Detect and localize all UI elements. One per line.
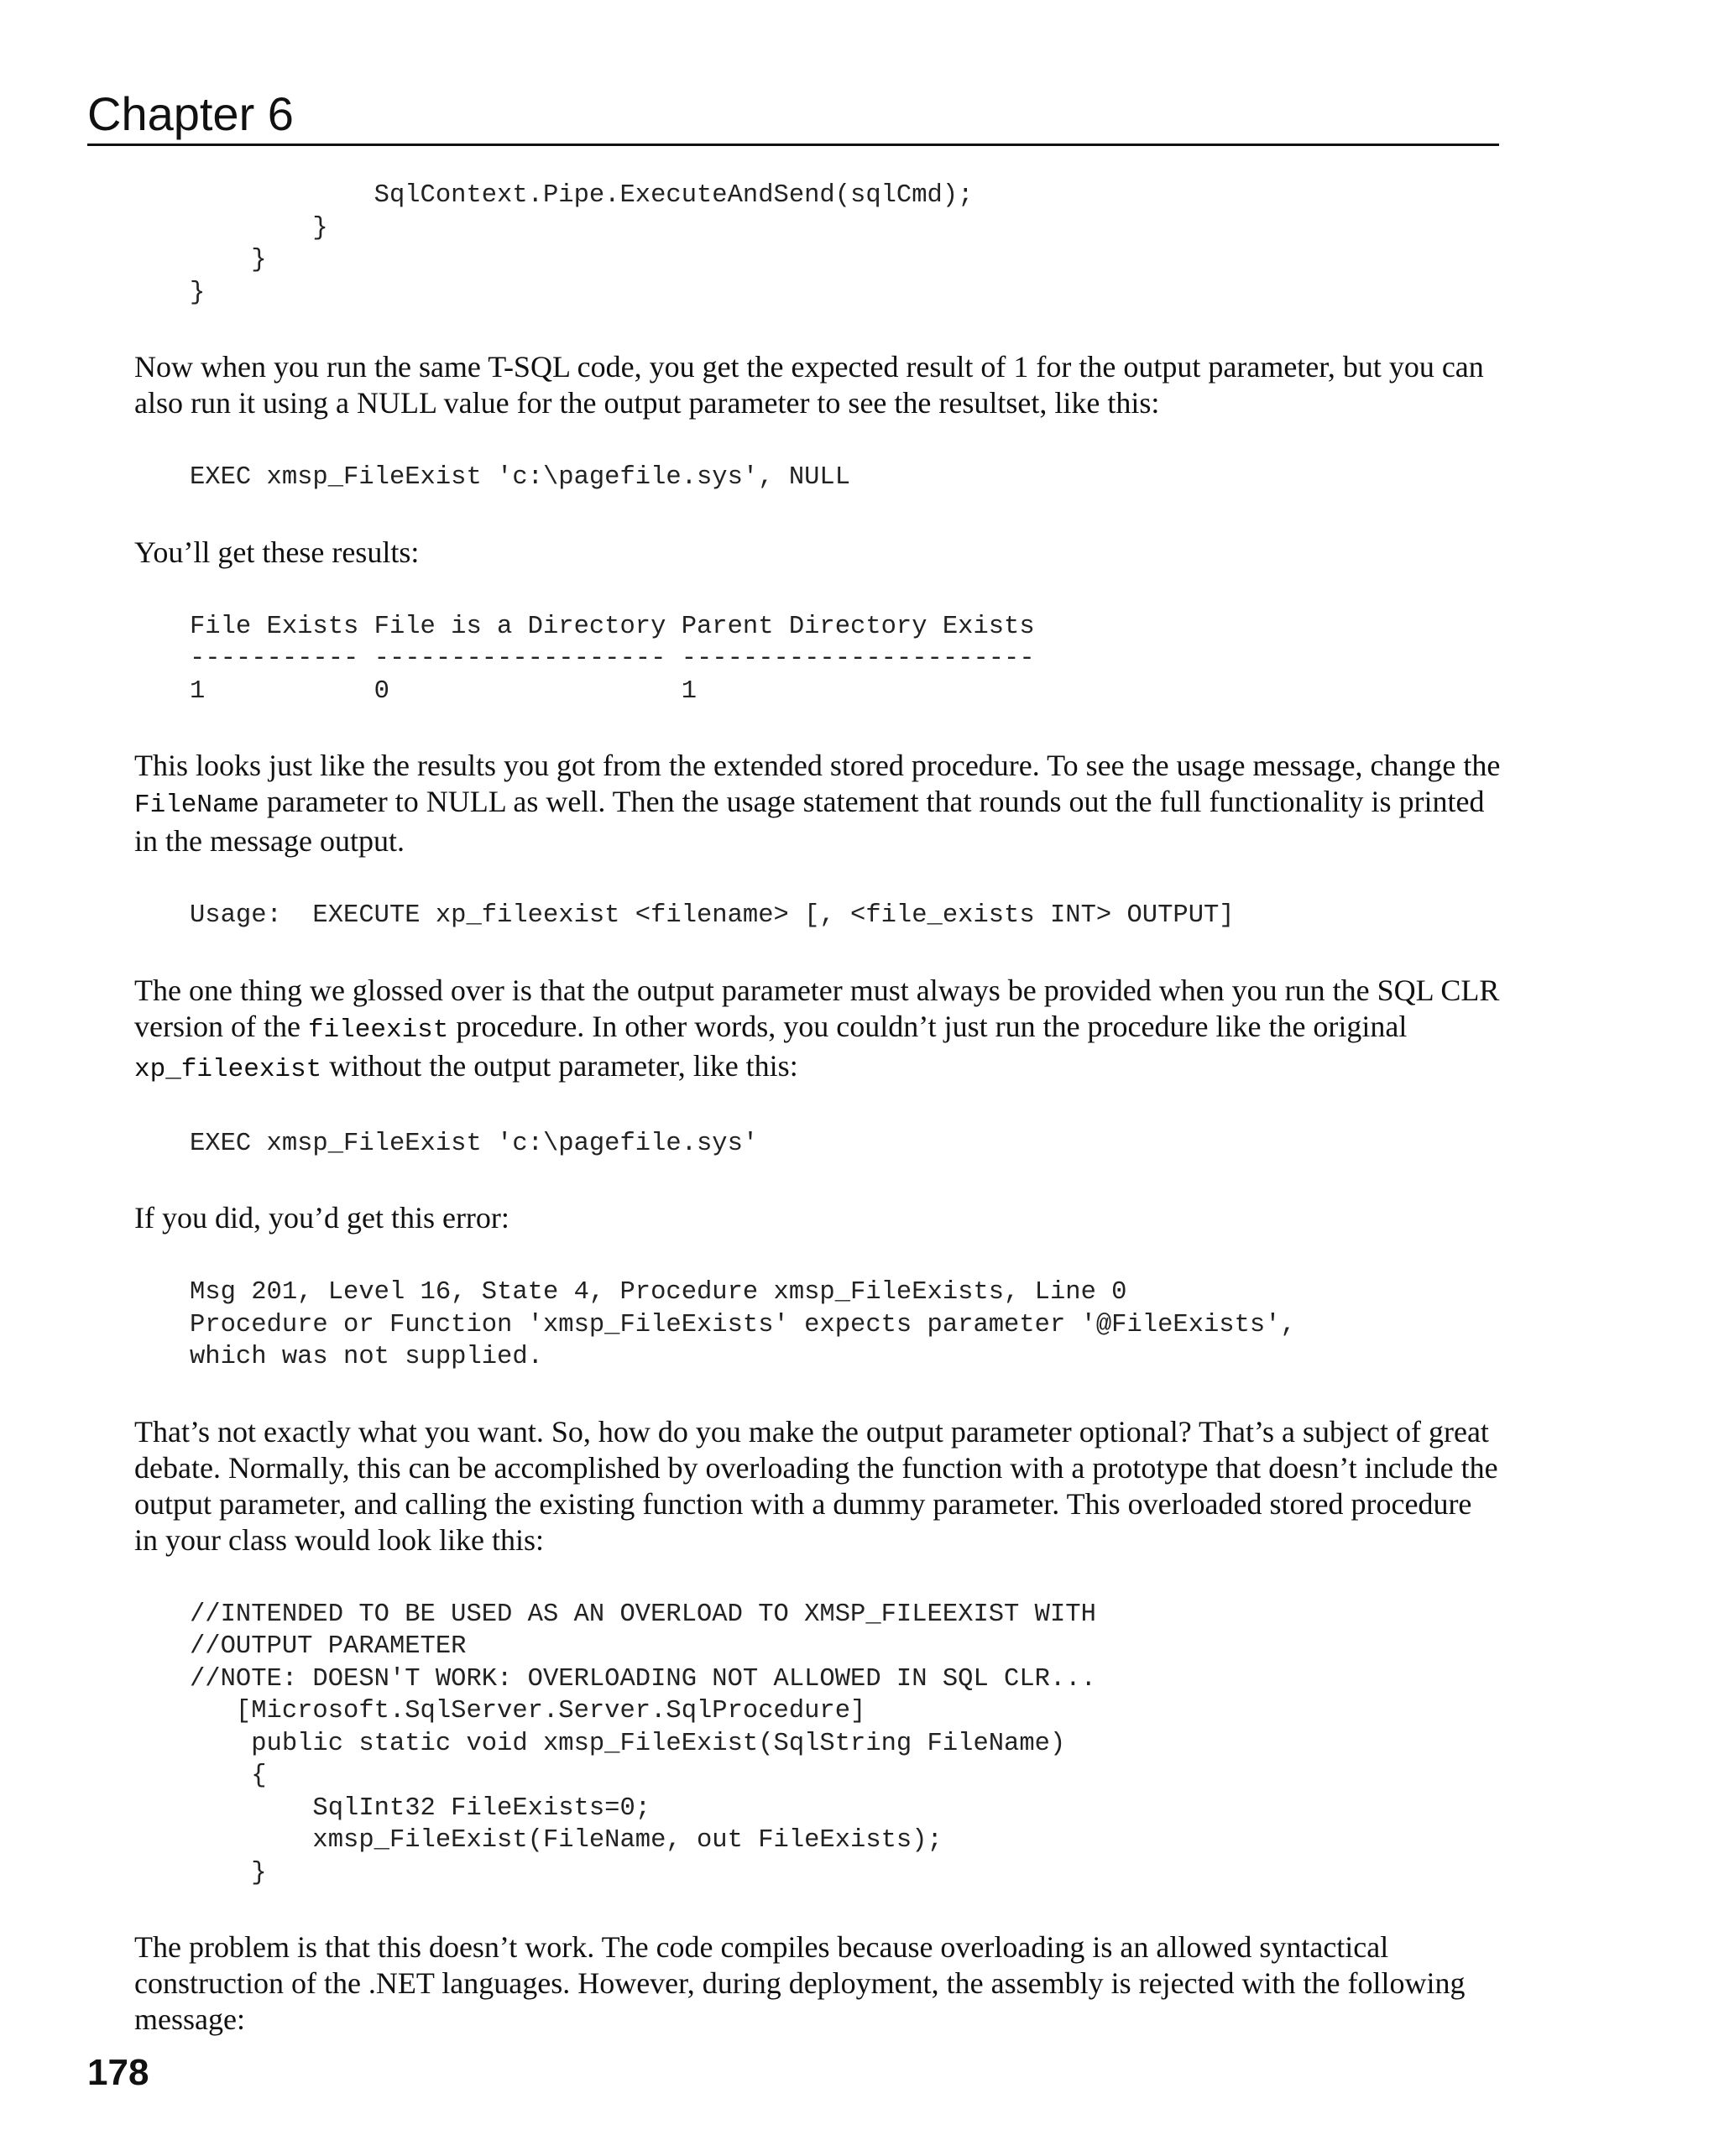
text-fragment: without the output parameter, like this: xyxy=(321,1048,798,1083)
paragraph-error-intro: If you did, you’d get this error: xyxy=(134,1201,509,1235)
inline-code-filename: FileName xyxy=(134,791,259,820)
paragraph-results-intro: You’ll get these results: xyxy=(134,535,420,569)
code-block-results-table: File Exists File is a Directory Parent Directory Exists ----------- ------------------- ----------------------- 1 0 1 xyxy=(190,612,1035,706)
page-content xyxy=(134,180,1502,2038)
paragraph-optional-parameter: That’s not exactly what you want. So, how do you make the output parameter optional? That’s a subject of great debate. Normally, this can be accomplished by overloading the function with a prototype that doesn’t include the output parameter, and calling the existing function with a dummy parameter. This overloaded stored procedure in your class would look like this: xyxy=(134,1414,1498,1557)
code-block-error-message: Msg 201, Level 16, State 4, Procedure xmsp_FileExists, Line 0 Procedure or Function 'xmsp_FileExists' expects parameter '@FileExists', which was not supplied. xyxy=(190,1278,1296,1371)
code-block-exec-no-output: EXEC xmsp_FileExist 'c:\pagefile.sys' xyxy=(190,1129,759,1158)
code-block-overload: //INTENDED TO BE USED AS AN OVERLOAD TO XMSP_FILEEXIST WITH //OUTPUT PARAMETER //NOTE: DOESN'T WORK: OVERLOADING NOT ALLOWED IN SQL CLR... [Microsoft.SqlServer.Server.SqlProcedure] public static void xmsp_FileExist(SqlString FileName) { SqlInt32 FileExists=0; xmsp_FileExist(FileName, out FileExists); } xyxy=(190,1600,1096,1887)
chapter-title: Chapter 6 xyxy=(87,87,294,140)
header-rule xyxy=(87,144,1499,146)
paragraph-null-output: Now when you run the same T-SQL code, you get the expected result of 1 for the output parameter, but you can also run it using a NULL value for the output parameter to see the resultset, like this: xyxy=(134,350,1484,420)
text-fragment: The one thing we glossed over is that the output parameter must always be provided when you run the SQL CLR version of the xyxy=(134,973,1500,1043)
code-block-closing: SqlContext.Pipe.ExecuteAndSend(sqlCmd); } } } xyxy=(190,181,974,307)
paragraph-output-required xyxy=(134,973,1502,1088)
inline-code-fileexist: fileexist xyxy=(307,1015,449,1045)
paragraph-usage-message xyxy=(134,748,1502,859)
text-fragment: parameter to NULL as well. Then the usage statement that rounds out the full functionality is printed in the message output. xyxy=(134,785,1485,858)
text-fragment: This looks just like the results you got from the extended stored procedure. To see the usage message, change the xyxy=(134,749,1501,782)
page-number: 178 xyxy=(87,2052,149,2093)
text-fragment: procedure. In other words, you couldn’t just run the procedure like the original xyxy=(448,1009,1408,1043)
inline-code-xp-fileexist: xp_fileexist xyxy=(134,1054,322,1084)
code-block-exec-null: EXEC xmsp_FileExist 'c:\pagefile.sys', NULL xyxy=(190,463,851,492)
code-block-usage: Usage: EXECUTE xp_fileexist <filename> [, <file_exists INT> OUTPUT] xyxy=(190,901,1235,930)
paragraph-deployment-problem: The problem is that this doesn’t work. The code compiles because overloading is an allowed syntactical construction of the .NET languages. However, during deployment, the assembly is rejected with the following message: xyxy=(134,1930,1466,2036)
